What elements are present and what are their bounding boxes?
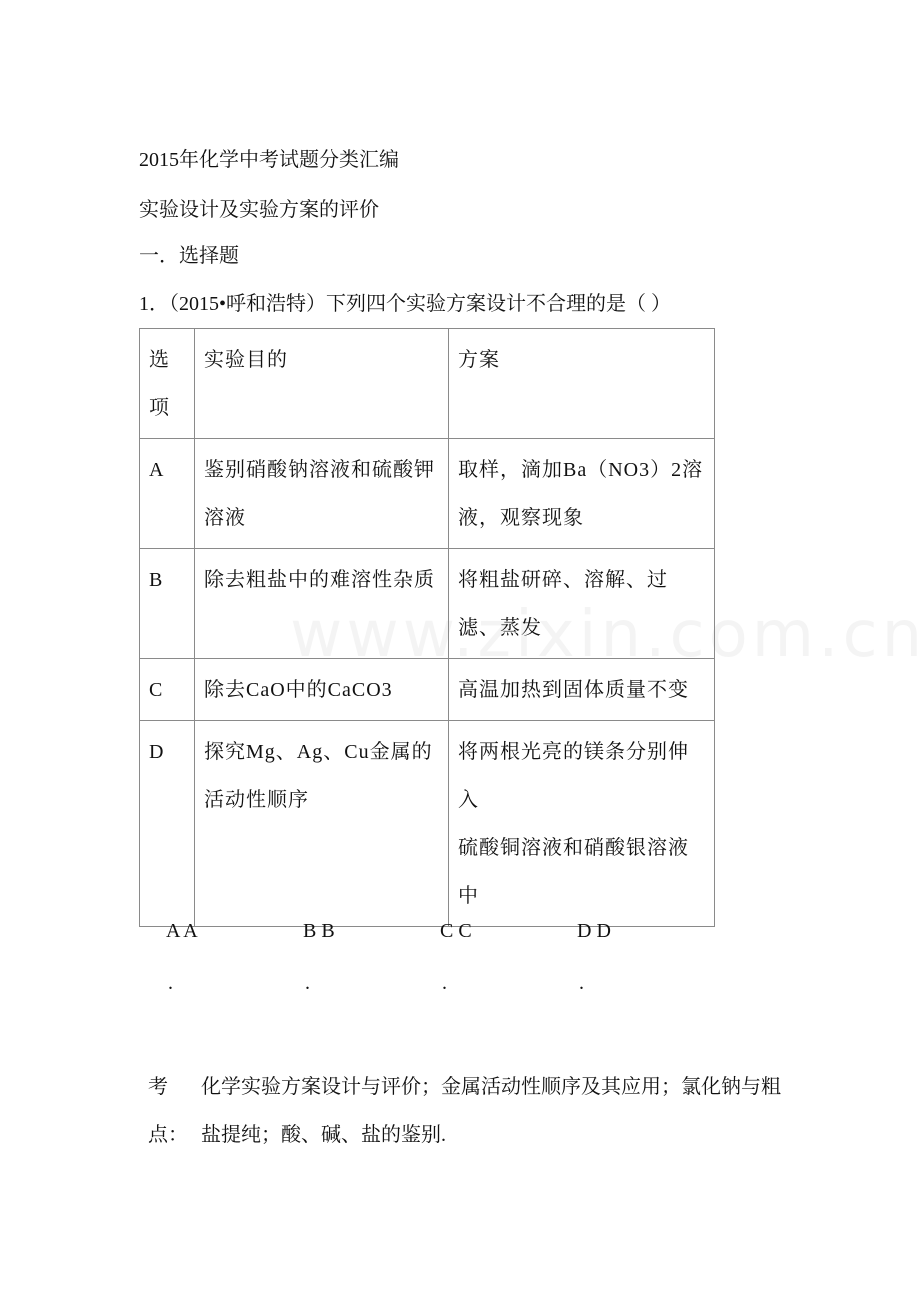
- row-option: C: [140, 659, 195, 721]
- row-option: A: [140, 439, 195, 549]
- knowledge-text: 化学实验方案设计与评价；金属活动性顺序及其应用；氯化钠与粗盐提纯；酸、碱、盐的鉴别.: [201, 1076, 781, 1146]
- choice-d[interactable]: [577, 920, 611, 994]
- table-row: [140, 439, 715, 549]
- choice-c[interactable]: [440, 920, 472, 994]
- row-plan: 将粗盐研碎、溶解、过滤、蒸发: [449, 549, 715, 659]
- choice-dot: .: [442, 972, 447, 994]
- row-purpose: 除去粗盐中的难溶性杂质: [195, 549, 449, 659]
- row-plan-line1: 将两根光亮的镁条分别伸入: [458, 741, 689, 811]
- choice-text: A: [183, 920, 198, 942]
- choice-letter: B: [303, 920, 317, 942]
- choice-dot: .: [305, 972, 310, 994]
- row-purpose: 鉴别硝酸钠溶液和硫酸钾溶液: [195, 439, 449, 549]
- choice-b[interactable]: [303, 920, 335, 994]
- header-plan: 方案: [449, 329, 715, 439]
- table-row: [140, 549, 715, 659]
- document-title: 2015年化学中考试题分类汇编: [139, 149, 399, 171]
- header-option: 选项: [140, 329, 195, 439]
- row-plan: 取样，滴加Ba（NO3）2溶液，观察现象: [449, 439, 715, 549]
- table-row: [140, 721, 715, 927]
- row-plan: 高温加热到固体质量不变: [449, 659, 715, 721]
- choice-dot: .: [168, 972, 173, 994]
- question-text: 1．（2015•呼和浩特）下列四个实验方案设计不合理的是（ ）: [139, 293, 672, 315]
- row-purpose: 除去CaO中的CaCO3: [195, 659, 449, 721]
- knowledge-label: 考点：: [148, 1076, 188, 1146]
- choice-text: C: [458, 920, 472, 942]
- header-purpose: 实验目的: [195, 329, 449, 439]
- table-header-row: [140, 329, 715, 439]
- section-heading: 一．选择题: [139, 245, 239, 267]
- choice-letter: D: [577, 920, 592, 942]
- choice-letter: A: [166, 920, 180, 942]
- options-table: [139, 328, 715, 927]
- row-plan-line2: 硫酸铜溶液和硝酸银溶液中: [458, 837, 689, 907]
- choice-dot: .: [579, 972, 584, 994]
- row-plan: [449, 721, 715, 927]
- choice-text: D: [596, 920, 611, 942]
- choice-text: B: [321, 920, 335, 942]
- document-subtitle: 实验设计及实验方案的评价: [139, 199, 379, 221]
- table-row: [140, 659, 715, 721]
- choice-letter: C: [440, 920, 454, 942]
- row-purpose: 探究Mg、Ag、Cu金属的活动性顺序: [195, 721, 449, 927]
- choice-a[interactable]: [166, 920, 198, 994]
- row-option: B: [140, 549, 195, 659]
- row-option: D: [140, 721, 195, 927]
